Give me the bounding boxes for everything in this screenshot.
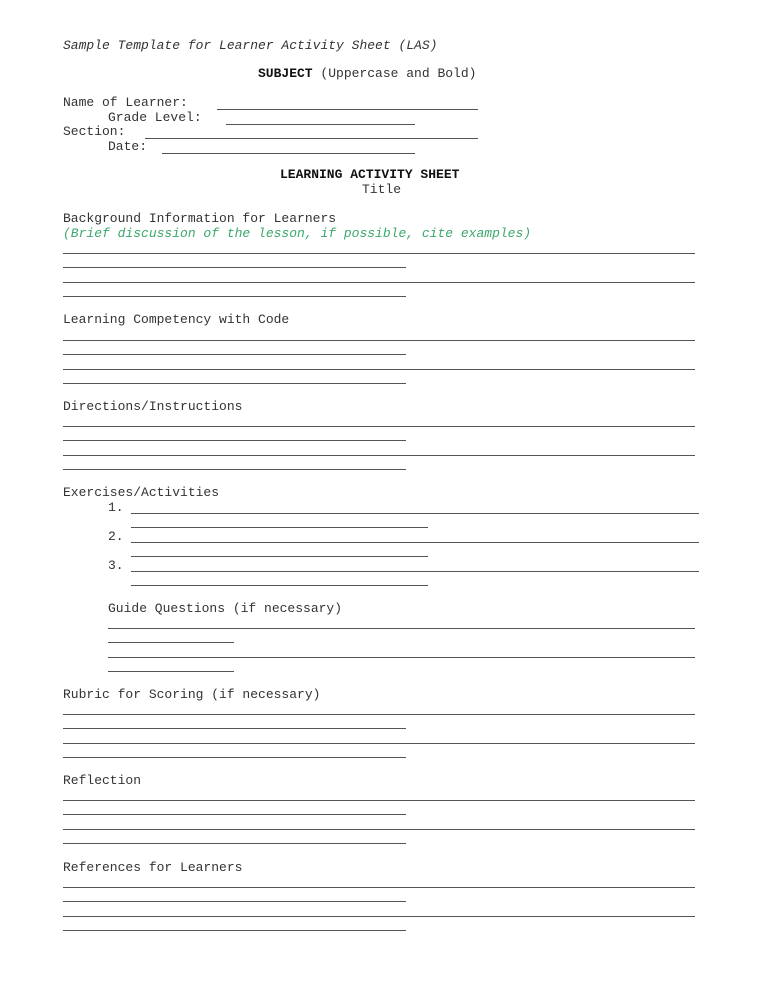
reflection-line[interactable] — [63, 800, 695, 801]
exercise-line[interactable] — [131, 542, 699, 543]
name-of-learner-field[interactable] — [217, 109, 478, 110]
date-label: Date: — [108, 139, 148, 154]
background-line[interactable] — [63, 253, 695, 254]
grade-level-field[interactable] — [226, 124, 415, 125]
exercise-number: 2. — [108, 529, 124, 544]
background-line[interactable] — [63, 282, 695, 283]
references-line[interactable] — [63, 901, 406, 902]
background-heading: Background Information for Learners — [63, 211, 337, 226]
directions-heading: Directions/Instructions — [63, 399, 243, 414]
exercise-number: 3. — [108, 558, 124, 573]
background-line[interactable] — [63, 267, 406, 268]
reflection-line[interactable] — [63, 843, 406, 844]
exercise-number: 1. — [108, 500, 124, 515]
date-field[interactable] — [162, 153, 415, 154]
reflection-line[interactable] — [63, 814, 406, 815]
exercises-heading: Exercises/Activities — [63, 485, 220, 500]
guide-question-line[interactable] — [108, 671, 234, 672]
template-title: Sample Template for Learner Activity Sheet (LAS) — [63, 38, 438, 53]
rubric-line[interactable] — [63, 728, 406, 729]
sheet-title: Title — [362, 182, 402, 197]
exercise-line[interactable] — [131, 585, 428, 586]
reflection-heading: Reflection — [63, 773, 142, 788]
subject-note: (Uppercase and Bold) — [320, 66, 477, 81]
guide-question-line[interactable] — [108, 628, 695, 629]
background-line[interactable] — [63, 296, 406, 297]
competency-line[interactable] — [63, 383, 406, 384]
grade-level-label: Grade Level: — [108, 110, 202, 125]
references-line[interactable] — [63, 887, 695, 888]
exercise-line[interactable] — [131, 513, 699, 514]
directions-line[interactable] — [63, 426, 695, 427]
guide-question-line[interactable] — [108, 657, 695, 658]
references-line[interactable] — [63, 930, 406, 931]
directions-line[interactable] — [63, 455, 695, 456]
section-field[interactable] — [145, 138, 478, 139]
competency-line[interactable] — [63, 369, 695, 370]
competency-heading: Learning Competency with Code — [63, 312, 290, 327]
references-line[interactable] — [63, 916, 695, 917]
directions-line[interactable] — [63, 440, 406, 441]
competency-line[interactable] — [63, 340, 695, 341]
rubric-heading: Rubric for Scoring (if necessary) — [63, 687, 321, 702]
rubric-line[interactable] — [63, 743, 695, 744]
guide-question-line[interactable] — [108, 642, 234, 643]
guide-questions-heading: Guide Questions (if necessary) — [108, 601, 343, 616]
reflection-line[interactable] — [63, 829, 695, 830]
exercise-line[interactable] — [131, 556, 428, 557]
directions-line[interactable] — [63, 469, 406, 470]
sheet-heading: LEARNING ACTIVITY SHEET — [280, 167, 460, 182]
rubric-line[interactable] — [63, 714, 695, 715]
references-heading: References for Learners — [63, 860, 243, 875]
section-label: Section: — [63, 124, 126, 139]
exercise-line[interactable] — [131, 571, 699, 572]
subject-label: SUBJECT — [258, 66, 313, 81]
exercise-line[interactable] — [131, 527, 428, 528]
background-hint: (Brief discussion of the lesson, if possible, cite examples) — [63, 226, 532, 241]
name-of-learner-label: Name of Learner: — [63, 95, 188, 110]
competency-line[interactable] — [63, 354, 406, 355]
rubric-line[interactable] — [63, 757, 406, 758]
subject-line — [258, 66, 476, 81]
